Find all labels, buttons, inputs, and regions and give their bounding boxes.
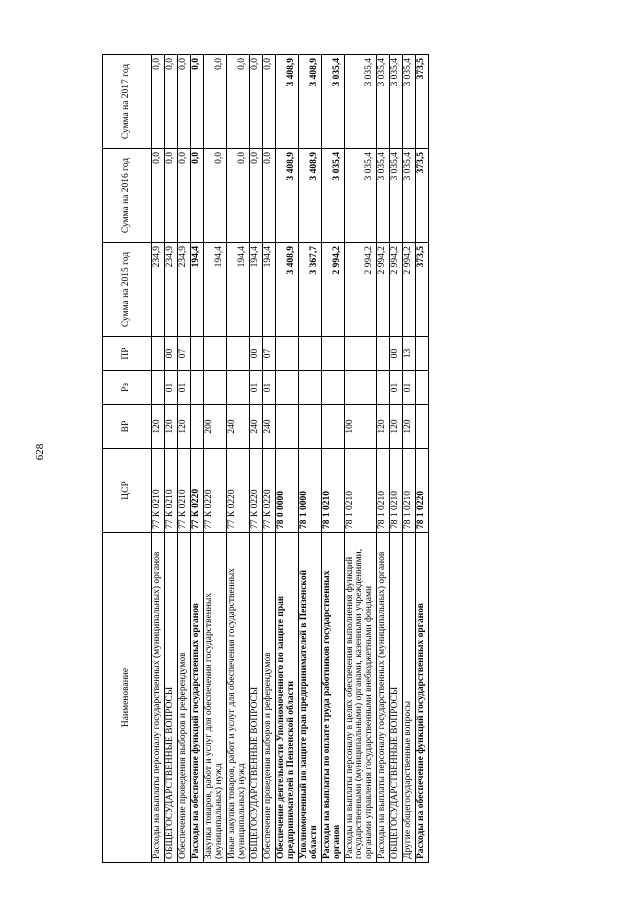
cell-sum-2015: 194,4: [226, 243, 249, 337]
header-vr: ВР: [103, 405, 152, 449]
cell-pr: 00: [164, 337, 177, 371]
cell-vr: 240: [262, 405, 275, 449]
cell-sum-2015: 234,9: [164, 243, 177, 337]
cell-sum-2016: 0,0: [177, 149, 190, 243]
table-row: [416, 55, 429, 863]
cell-csr: 77 К 0210: [152, 449, 165, 533]
cell-name: Расходы на обеспечение функций государственных органов: [190, 533, 203, 863]
cell-csr: 77 К 0210: [177, 449, 190, 533]
cell-sum-2016: 3 408,9: [275, 149, 298, 243]
cell-vr: 120: [177, 405, 190, 449]
cell-name: Другие общегосударственные вопросы: [403, 533, 416, 863]
cell-csr: 78 0 0000: [275, 449, 298, 533]
cell-rz: [377, 371, 390, 405]
cell-pr: [377, 337, 390, 371]
cell-name: ОБЩЕГОСУДАРСТВЕННЫЕ ВОПРОСЫ: [390, 533, 403, 863]
cell-sum-2017: 0,0: [152, 55, 165, 149]
cell-csr: 78 1 0210: [403, 449, 416, 533]
cell-pr: 00: [249, 337, 262, 371]
cell-sum-2015: 194,4: [190, 243, 203, 337]
cell-rz: [152, 371, 165, 405]
cell-sum-2017: 3 408,9: [275, 55, 298, 149]
cell-vr: 100: [344, 405, 377, 449]
table-row: [298, 55, 321, 863]
table-row: [190, 55, 203, 863]
cell-rz: [203, 371, 226, 405]
cell-sum-2017: 0,0: [249, 55, 262, 149]
cell-csr: 77 К 0220: [190, 449, 203, 533]
table-body: [152, 55, 429, 863]
cell-sum-2015: 234,9: [152, 243, 165, 337]
cell-vr: [416, 405, 429, 449]
cell-sum-2016: 0,0: [190, 149, 203, 243]
cell-sum-2017: 0,0: [203, 55, 226, 149]
cell-sum-2017: 3 408,9: [298, 55, 321, 149]
cell-vr: 240: [226, 405, 249, 449]
cell-rz: [226, 371, 249, 405]
cell-name: Расходы на выплаты персоналу государственных (муниципальных) органов: [152, 533, 165, 863]
cell-rz: 01: [262, 371, 275, 405]
cell-rz: [344, 371, 377, 405]
cell-name: Обеспечение проведения выборов и референдумов: [262, 533, 275, 863]
cell-vr: 120: [164, 405, 177, 449]
cell-vr: 200: [203, 405, 226, 449]
cell-rz: 01: [164, 371, 177, 405]
cell-pr: 00: [390, 337, 403, 371]
cell-rz: 01: [177, 371, 190, 405]
cell-csr: 77 К 0220: [203, 449, 226, 533]
cell-sum-2016: 0,0: [249, 149, 262, 243]
table-row: [377, 55, 390, 863]
cell-sum-2015: 3 408,9: [275, 243, 298, 337]
cell-name: ОБЩЕГОСУДАРСТВЕННЫЕ ВОПРОСЫ: [249, 533, 262, 863]
table-row: [152, 55, 165, 863]
cell-sum-2015: 2 994,2: [390, 243, 403, 337]
cell-pr: [152, 337, 165, 371]
header-name: Наименование: [103, 533, 152, 863]
cell-sum-2015: 2 994,2: [377, 243, 390, 337]
header-row: [103, 55, 152, 863]
cell-name: Иные закупки товаров, работ и услуг для обеспечения государственных (муниципальных) нужд: [226, 533, 249, 863]
table-row: [203, 55, 226, 863]
cell-name: ОБЩЕГОСУДАРСТВЕННЫЕ ВОПРОСЫ: [164, 533, 177, 863]
header-sum-2015: Сумма на 2015 год: [103, 243, 152, 337]
cell-csr: 77 К 0220: [226, 449, 249, 533]
cell-pr: [321, 337, 344, 371]
cell-name: Расходы на выплаты персоналу государственных (муниципальных) органов: [377, 533, 390, 863]
cell-vr: 120: [377, 405, 390, 449]
cell-csr: 77 К 0220: [249, 449, 262, 533]
table-row: [344, 55, 377, 863]
cell-sum-2015: 2 994,2: [344, 243, 377, 337]
cell-sum-2017: 3 035,4: [321, 55, 344, 149]
cell-pr: [203, 337, 226, 371]
cell-sum-2015: 2 994,2: [321, 243, 344, 337]
cell-sum-2016: 3 035,4: [377, 149, 390, 243]
table-row: [275, 55, 298, 863]
cell-sum-2016: 0,0: [164, 149, 177, 243]
cell-sum-2016: 0,0: [152, 149, 165, 243]
cell-csr: 77 К 0210: [164, 449, 177, 533]
table-row: [403, 55, 416, 863]
cell-rz: [416, 371, 429, 405]
table-row: [226, 55, 249, 863]
cell-vr: [321, 405, 344, 449]
cell-vr: 120: [152, 405, 165, 449]
cell-name: Обеспечение проведения выборов и референдумов: [177, 533, 190, 863]
cell-sum-2017: 0,0: [177, 55, 190, 149]
cell-sum-2016: 3 035,4: [321, 149, 344, 243]
cell-rz: 01: [390, 371, 403, 405]
rotated-table-wrapper: [102, 55, 546, 863]
cell-name: Закупка товаров, работ и услуг для обеспечения государственных (муниципальных) нужд: [203, 533, 226, 863]
table-row: [177, 55, 190, 863]
table-row: [164, 55, 177, 863]
cell-vr: [275, 405, 298, 449]
cell-sum-2015: 373,5: [416, 243, 429, 337]
cell-sum-2017: 3 035,4: [344, 55, 377, 149]
cell-name: Расходы на выплаты персоналу в целях обеспечения выполнения функций государственными (муниципальными) органами, казенными учреждениями, органами управления государственными внебюджетными фондами: [344, 533, 377, 863]
header-rz: Рз: [103, 371, 152, 405]
cell-sum-2017: 0,0: [226, 55, 249, 149]
cell-sum-2016: 3 035,4: [403, 149, 416, 243]
cell-sum-2016: 0,0: [226, 149, 249, 243]
cell-rz: [321, 371, 344, 405]
cell-pr: [416, 337, 429, 371]
cell-sum-2017: 0,0: [262, 55, 275, 149]
cell-csr: 78 1 0220: [416, 449, 429, 533]
cell-sum-2017: 373,5: [416, 55, 429, 149]
cell-rz: 01: [249, 371, 262, 405]
cell-sum-2016: 373,5: [416, 149, 429, 243]
cell-sum-2016: 0,0: [262, 149, 275, 243]
cell-sum-2017: 0,0: [164, 55, 177, 149]
cell-pr: [344, 337, 377, 371]
cell-sum-2017: 3 035,4: [403, 55, 416, 149]
cell-sum-2017: 3 035,4: [377, 55, 390, 149]
cell-pr: [298, 337, 321, 371]
header-pr: ПР: [103, 337, 152, 371]
cell-pr: 13: [403, 337, 416, 371]
cell-sum-2015: 3 367,7: [298, 243, 321, 337]
cell-name: Обеспечение деятельности Уполномоченного по защите прав предпринимателей в Пензенской области: [275, 533, 298, 863]
table-row: [321, 55, 344, 863]
cell-pr: [275, 337, 298, 371]
cell-vr: 120: [390, 405, 403, 449]
cell-pr: [226, 337, 249, 371]
cell-sum-2015: 194,4: [262, 243, 275, 337]
cell-sum-2016: 3 408,9: [298, 149, 321, 243]
cell-name: Расходы на обеспечение функций государственных органов: [416, 533, 429, 863]
cell-pr: 07: [177, 337, 190, 371]
header-sum-2017: Сумма на 2017 год: [103, 55, 152, 149]
cell-sum-2017: 0,0: [190, 55, 203, 149]
cell-name: Уполномоченный по защите прав предпринимателей в Пензенской области: [298, 533, 321, 863]
cell-csr: 78 1 0000: [298, 449, 321, 533]
table-row: [249, 55, 262, 863]
header-csr: ЦСР: [103, 449, 152, 533]
cell-sum-2015: 194,4: [203, 243, 226, 337]
cell-sum-2016: 3 035,4: [344, 149, 377, 243]
cell-rz: [275, 371, 298, 405]
cell-rz: [298, 371, 321, 405]
cell-pr: [190, 337, 203, 371]
header-sum-2016: Сумма на 2016 год: [103, 149, 152, 243]
cell-csr: 78 1 0210: [377, 449, 390, 533]
cell-vr: 240: [249, 405, 262, 449]
cell-csr: 78 1 0210: [344, 449, 377, 533]
cell-name: Расходы на выплаты по оплате труда работников государственных органов: [321, 533, 344, 863]
cell-csr: 78 1 0210: [321, 449, 344, 533]
cell-vr: [298, 405, 321, 449]
cell-sum-2016: 0,0: [203, 149, 226, 243]
cell-sum-2015: 2 994,2: [403, 243, 416, 337]
cell-pr: 07: [262, 337, 275, 371]
cell-rz: [190, 371, 203, 405]
cell-sum-2016: 3 035,4: [390, 149, 403, 243]
budget-table: [102, 54, 429, 863]
page-number: 628: [34, 443, 46, 461]
cell-sum-2015: 234,9: [177, 243, 190, 337]
cell-csr: 77 К 0220: [262, 449, 275, 533]
cell-vr: 120: [403, 405, 416, 449]
cell-rz: 01: [403, 371, 416, 405]
cell-sum-2015: 194,4: [249, 243, 262, 337]
cell-csr: 78 1 0210: [390, 449, 403, 533]
table-row: [390, 55, 403, 863]
cell-sum-2017: 3 035,4: [390, 55, 403, 149]
cell-vr: [190, 405, 203, 449]
table-row: [262, 55, 275, 863]
